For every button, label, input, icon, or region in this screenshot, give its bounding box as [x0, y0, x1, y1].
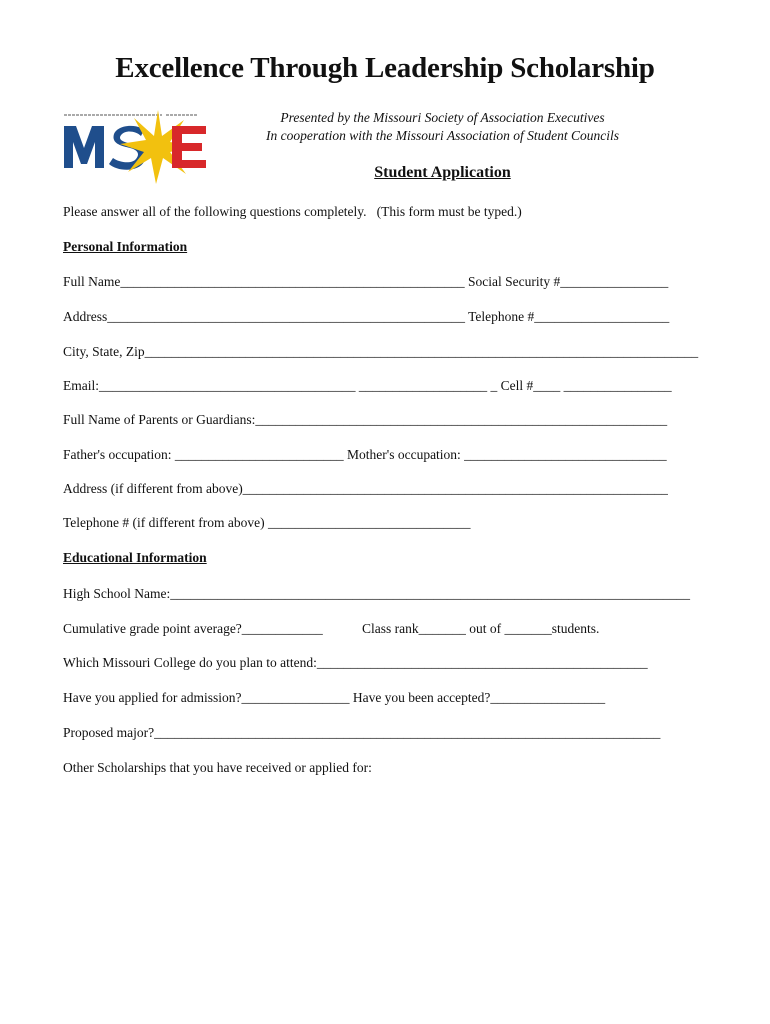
logo-letter-m: [64, 126, 104, 168]
proposed-major-field[interactable]: Proposed major?___________________________________________________________________________: [63, 725, 661, 740]
educational-information-heading: Educational Information: [63, 550, 207, 565]
instructions-text: Please answer all of the following questions completely. (This form must be typed.): [63, 204, 522, 219]
page-title: Excellence Through Leadership Scholarship: [115, 52, 655, 84]
full-name-field[interactable]: Full Name___________________________________________________ Social Security #________________: [63, 274, 669, 289]
email-field[interactable]: Email:______________________________________ ___________________ _ Cell #____ ________________: [63, 378, 672, 393]
parents-field[interactable]: Full Name of Parents or Guardians:_____________________________________________________________: [63, 412, 668, 427]
gpa-field[interactable]: Cumulative grade point average?____________: [63, 621, 323, 636]
address-field[interactable]: Address_____________________________________________________ Telephone #____________________: [63, 309, 670, 324]
alternate-address-field[interactable]: Address (if different from above)_______________________________________________________________: [63, 481, 668, 496]
alternate-telephone-field[interactable]: Telephone # (if different from above) ______________________________: [63, 515, 471, 530]
class-rank-field[interactable]: Class rank_______ out of _______students.: [362, 621, 600, 636]
occupations-field[interactable]: Father's occupation: _________________________ Mother's occupation: ______________________________: [63, 447, 667, 462]
presented-by-block: [220, 109, 665, 145]
college-field[interactable]: Which Missouri College do you plan to attend:_________________________________________________: [63, 655, 648, 670]
city-state-zip-field[interactable]: City, State, Zip__________________________________________________________________________________: [63, 344, 699, 359]
admission-field[interactable]: Have you applied for admission?________________ Have you been accepted?_________________: [63, 690, 606, 705]
cooperation-line: In cooperation with the Missouri Association of Student Councils: [266, 128, 619, 143]
form-subtitle: Student Application: [374, 164, 511, 181]
high-school-field[interactable]: High School Name:_____________________________________________________________________________: [63, 586, 690, 601]
logo-letter-e: [172, 126, 206, 168]
personal-information-heading: Personal Information: [63, 239, 188, 254]
other-scholarships-label: Other Scholarships that you have received or applied for:: [63, 760, 372, 775]
presented-by-line: Presented by the Missouri Society of Association Executives: [280, 110, 605, 125]
